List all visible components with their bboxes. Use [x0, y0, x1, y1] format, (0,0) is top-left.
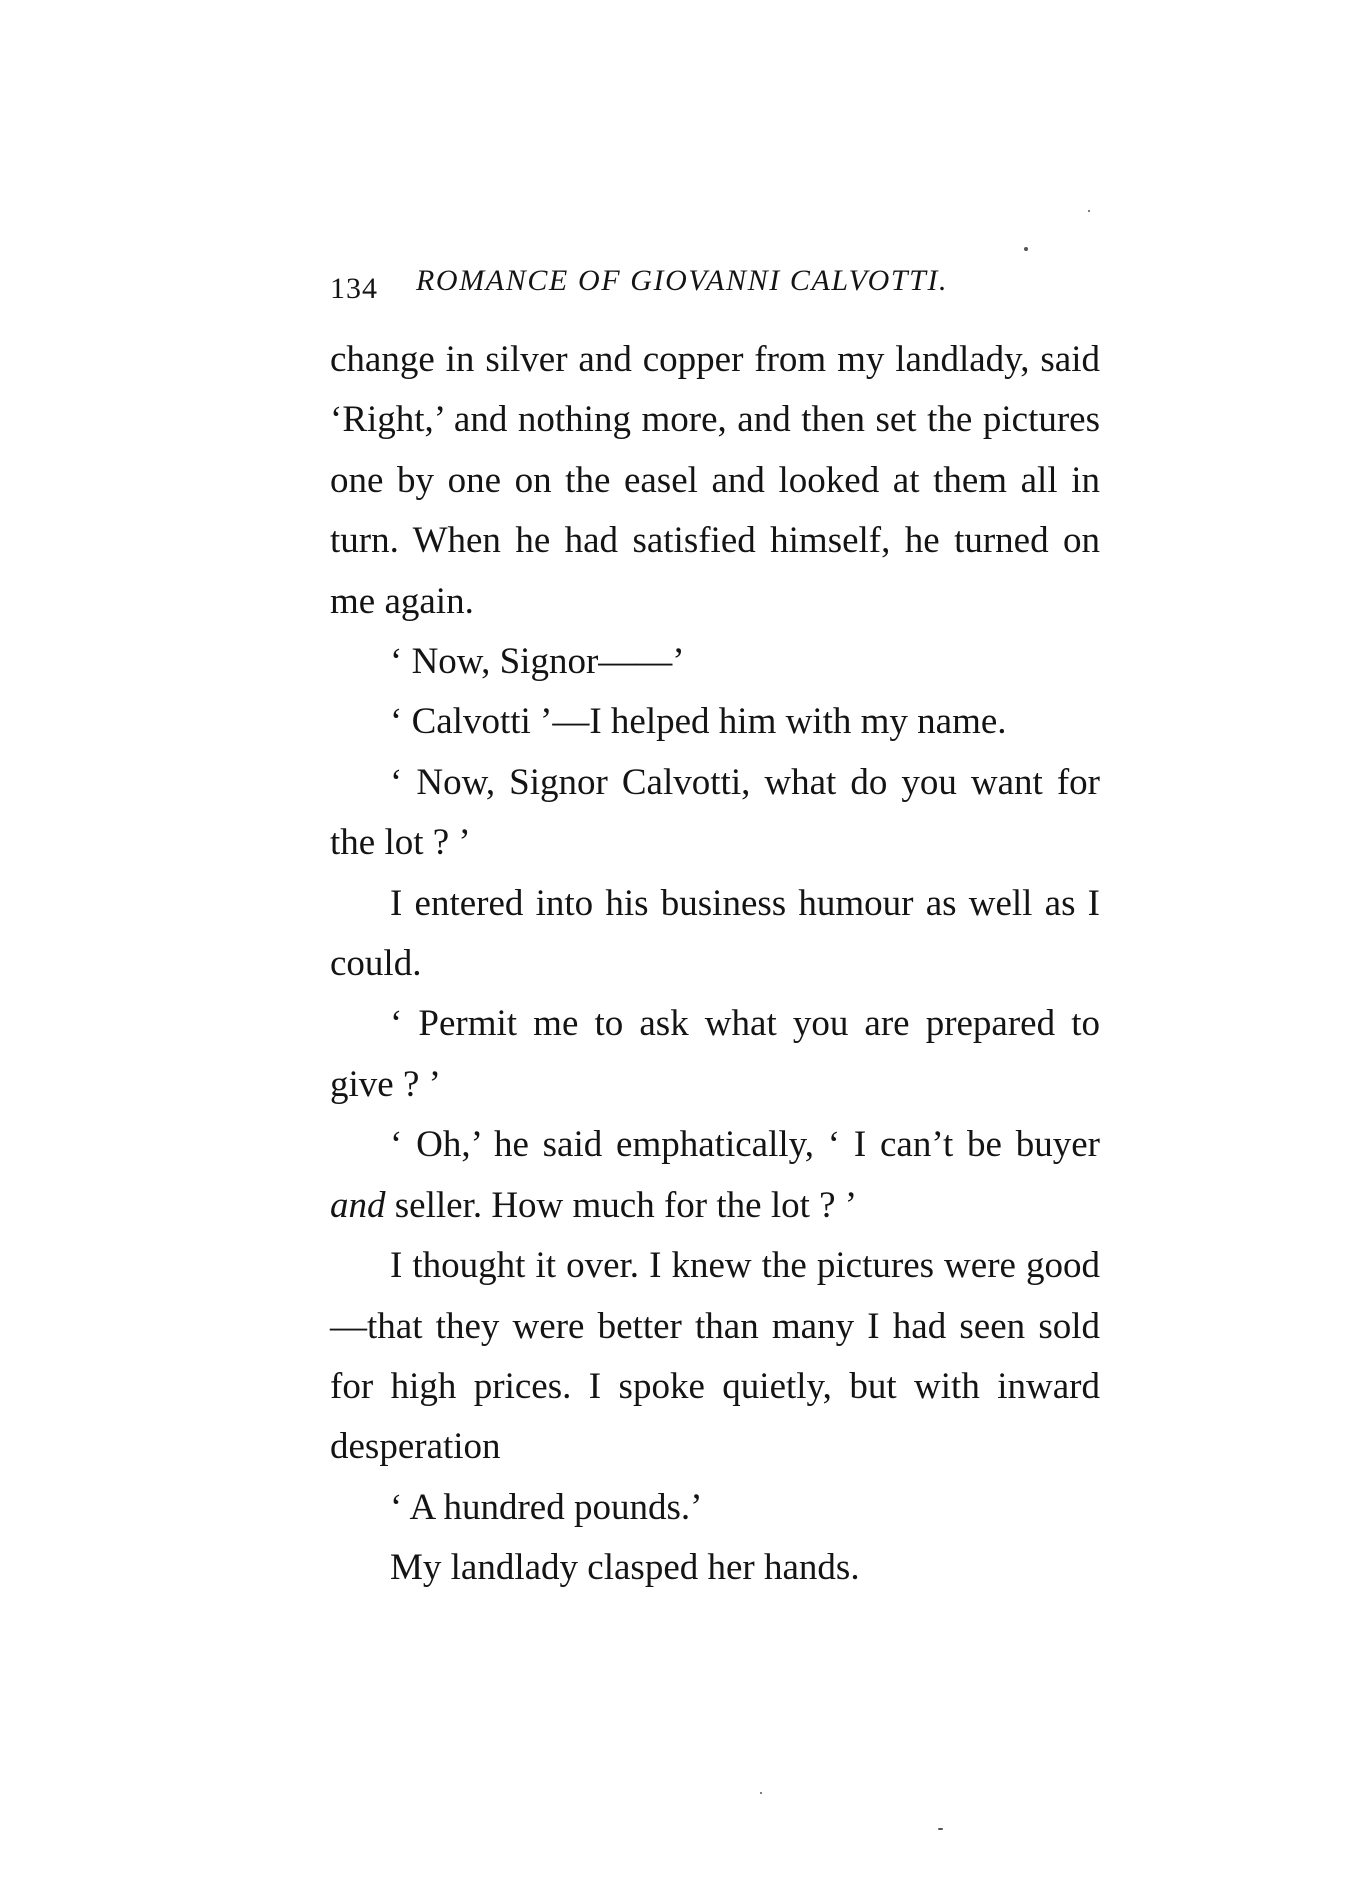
print-speck	[1088, 210, 1090, 212]
print-speck	[938, 1828, 943, 1830]
paragraph-9: ‘ A hundred pounds.’	[390, 1486, 703, 1528]
paragraph-7	[330, 1115, 1100, 1236]
paragraph-4: ‘ Now, Signor Calvotti, what do you want for the lot ? ’	[330, 761, 1100, 864]
paragraph-6: ‘ Permit me to ask what you are prepared to give ? ’	[330, 1003, 1100, 1105]
print-speck	[1024, 247, 1028, 251]
paragraph-1: change in silver and copper from my landlady, said ‘Right,’ and nothing more, and then set the pictures one by one on the easel and looked at them all in turn. When he had satisfied himself, he turned on me again.	[330, 339, 1100, 622]
paragraph-7-after: seller. How much for the lot ? ’	[385, 1184, 858, 1226]
body-text	[330, 330, 1100, 1599]
page-header	[330, 264, 1090, 308]
paragraph-7-emphasis: and	[330, 1184, 386, 1226]
paragraph-7-before: ‘ Oh,’ he said emphatically, ‘ I can’t be buyer	[390, 1124, 1100, 1166]
paragraph-5: I entered into his business humour as well as I could.	[330, 882, 1100, 985]
paragraph-2: ‘ Now, Signor——’	[390, 641, 685, 683]
paragraph-8: I thought it over. I knew the pictures were good—that they were better than many I had seen sold for high prices. I spoke quietly, but with inward desperation	[330, 1245, 1100, 1468]
paragraph-3: ‘ Calvotti ’—I helped him with my name.	[390, 701, 1007, 743]
page-number: 134	[330, 272, 378, 305]
print-speck	[760, 1792, 762, 1794]
paragraph-10: My landlady clasped her hands.	[390, 1547, 860, 1589]
running-title: ROMANCE OF GIOVANNI CALVOTTI.	[416, 264, 949, 297]
